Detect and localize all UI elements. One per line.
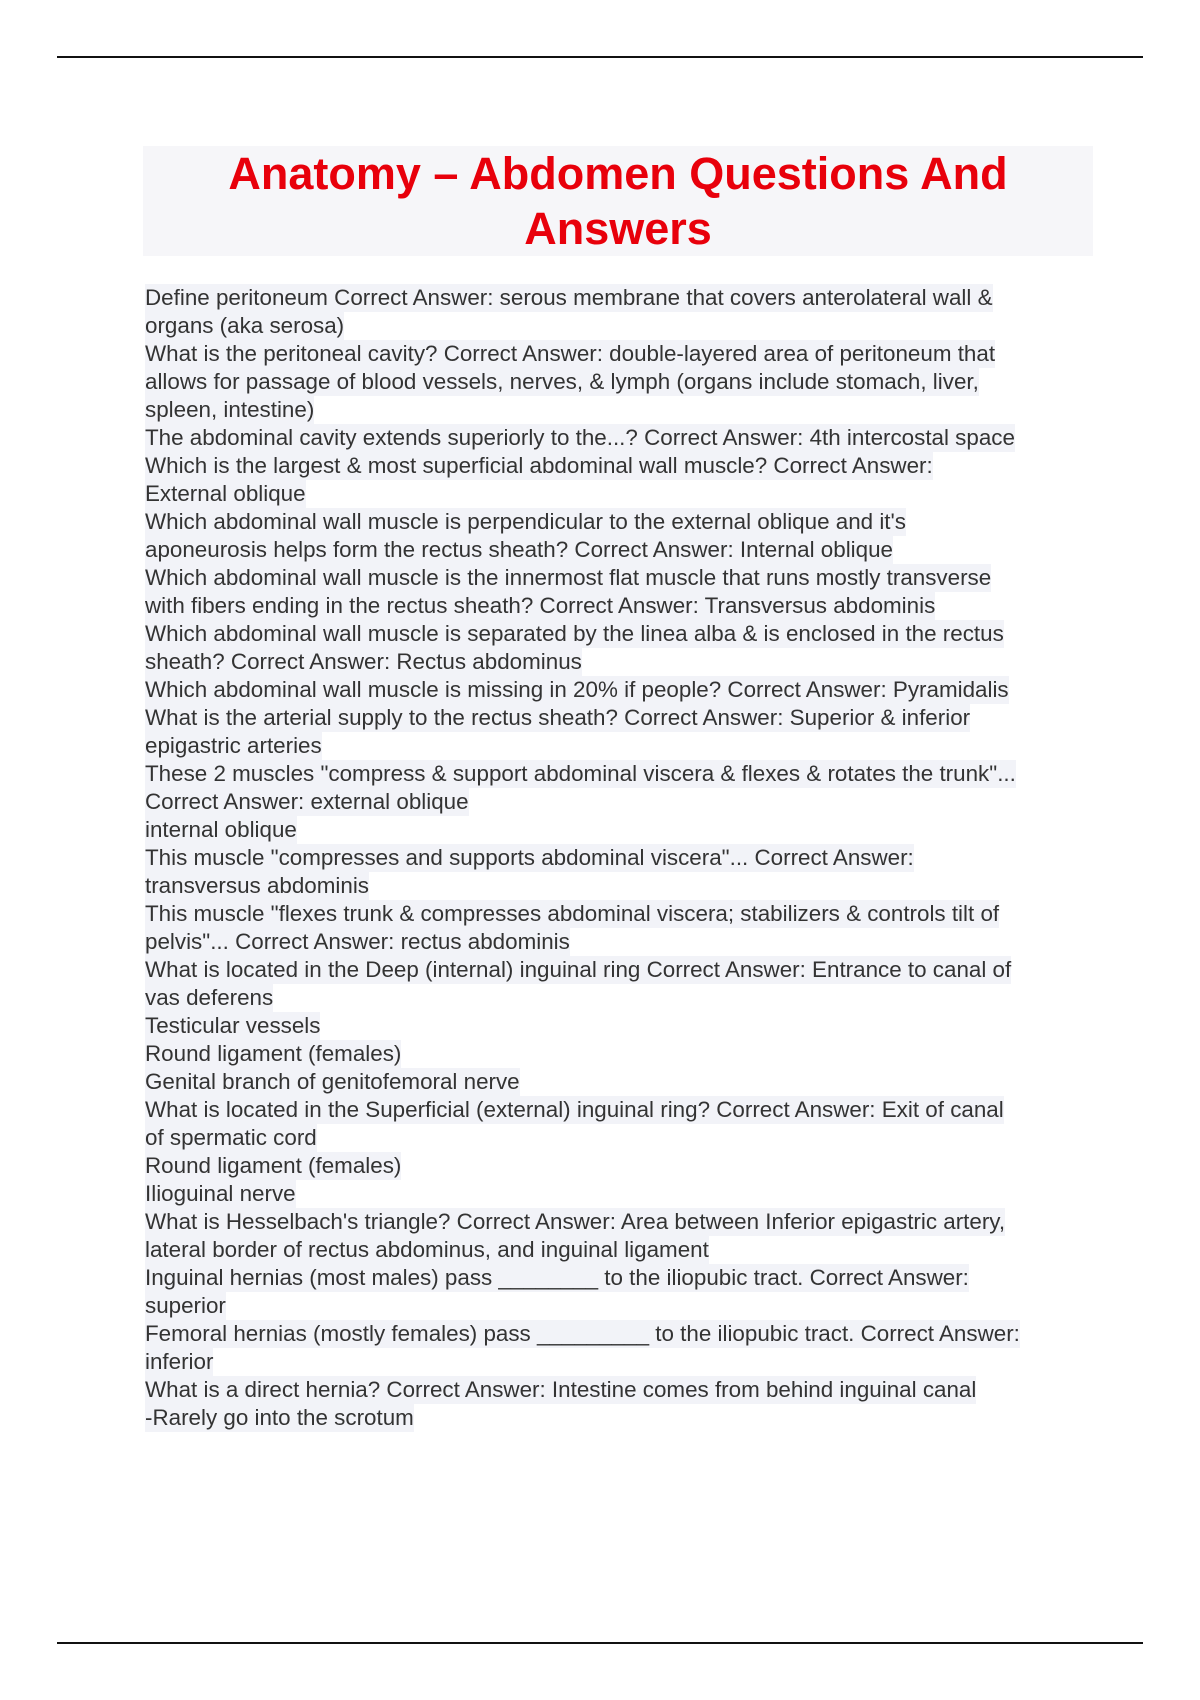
text-line: with fibers ending in the rectus sheath? Correct Answer: Transversus abdominis <box>145 593 936 618</box>
text-line: Which abdominal wall muscle is perpendicular to the external oblique and it's <box>145 509 906 534</box>
text-line: What is located in the Superficial (external) inguinal ring? Correct Answer: Exit of canal <box>145 1097 1004 1122</box>
bottom-divider <box>57 1642 1143 1644</box>
text-line: Round ligament (females) <box>145 1041 402 1066</box>
text-line: Genital branch of genitofemoral nerve <box>145 1069 520 1094</box>
text-line: spleen, intestine) <box>145 397 315 422</box>
text-line: This muscle "flexes trunk & compresses abdominal viscera; stabilizers & controls tilt of <box>145 901 1000 926</box>
text-line: internal oblique <box>145 817 297 842</box>
text-line: sheath? Correct Answer: Rectus abdominus <box>145 649 582 674</box>
text-line: Define peritoneum Correct Answer: serous membrane that covers anterolateral wall & <box>145 285 993 310</box>
text-line: These 2 muscles "compress & support abdominal viscera & flexes & rotates the trunk"... <box>145 761 1016 786</box>
text-line: superior <box>145 1293 226 1318</box>
text-line: Which is the largest & most superficial abdominal wall muscle? Correct Answer: <box>145 453 933 478</box>
text-line: transversus abdominis <box>145 873 370 898</box>
text-line: pelvis"... Correct Answer: rectus abdominis <box>145 929 570 954</box>
text-line: Round ligament (females) <box>145 1153 402 1178</box>
text-line: aponeurosis helps form the rectus sheath? Correct Answer: Internal oblique <box>145 537 894 562</box>
text-line: organs (aka serosa) <box>145 313 345 338</box>
text-line: Testicular vessels <box>145 1013 321 1038</box>
top-divider <box>57 56 1143 58</box>
text-line: Ilioguinal nerve <box>145 1181 296 1206</box>
title-banner <box>143 146 1093 256</box>
text-line: Inguinal hernias (most males) pass ________ to the iliopubic tract. Correct Answer: <box>145 1265 969 1290</box>
text-line: Which abdominal wall muscle is missing in 20% if people? Correct Answer: Pyramidalis <box>145 677 1009 702</box>
text-line: Femoral hernias (mostly females) pass _________ to the iliopubic tract. Correct Answer: <box>145 1321 1020 1346</box>
text-line: vas deferens <box>145 985 274 1010</box>
text-line: Correct Answer: external oblique <box>145 789 469 814</box>
text-line: allows for passage of blood vessels, nerves, & lymph (organs include stomach, liver, <box>145 369 979 394</box>
text-line: -Rarely go into the scrotum <box>145 1405 414 1430</box>
text-line: External oblique <box>145 481 306 506</box>
text-line: epigastric arteries <box>145 733 322 758</box>
text-line: What is a direct hernia? Correct Answer: Intestine comes from behind inguinal canal <box>145 1377 977 1402</box>
text-line: The abdominal cavity extends superiorly to the...? Correct Answer: 4th intercostal space <box>145 425 1015 450</box>
text-line: of spermatic cord <box>145 1125 317 1150</box>
text-line: This muscle "compresses and supports abdominal viscera"... Correct Answer: <box>145 845 914 870</box>
document-title <box>143 146 1093 256</box>
text-line: What is located in the Deep (internal) inguinal ring Correct Answer: Entrance to canal of <box>145 957 1012 982</box>
title-line-2: Answers <box>524 203 712 254</box>
text-line: Which abdominal wall muscle is the innermost flat muscle that runs mostly transverse <box>145 565 992 590</box>
text-line: lateral border of rectus abdominus, and inguinal ligament <box>145 1237 709 1262</box>
title-line-1: Anatomy – Abdomen Questions And <box>228 148 1008 199</box>
qa-content <box>145 284 1095 1432</box>
text-line: What is the peritoneal cavity? Correct Answer: double-layered area of peritoneum that <box>145 341 996 366</box>
text-line: inferior <box>145 1349 214 1374</box>
text-line: What is Hesselbach's triangle? Correct Answer: Area between Inferior epigastric artery, <box>145 1209 1006 1234</box>
text-line: Which abdominal wall muscle is separated by the linea alba & is enclosed in the rectus <box>145 621 1004 646</box>
text-line: What is the arterial supply to the rectus sheath? Correct Answer: Superior & inferior <box>145 705 971 730</box>
